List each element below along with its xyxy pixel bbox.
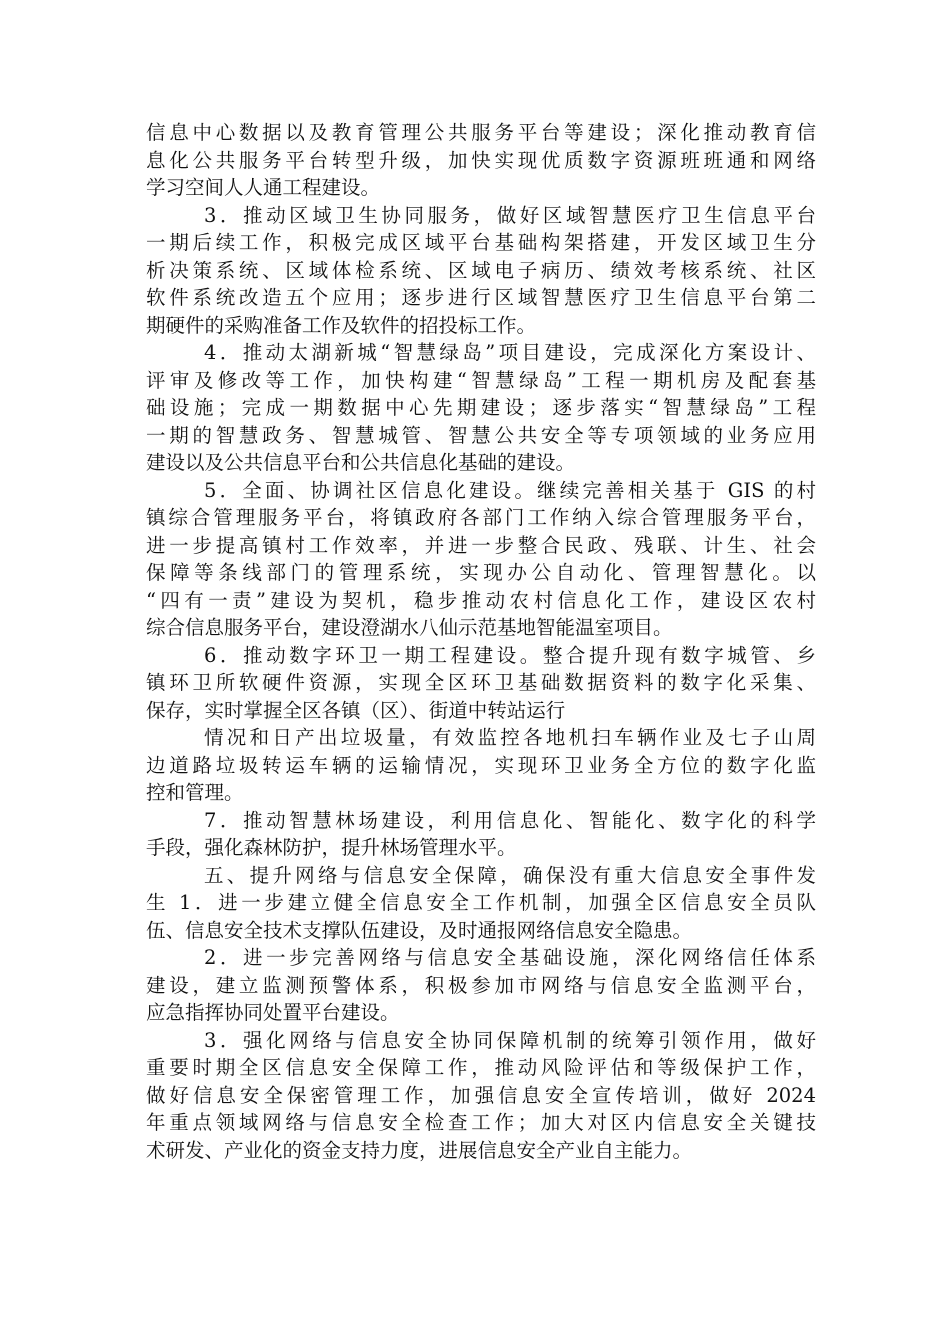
text-line: 情况和日产出垃圾量，有效监控各地机扫车辆作业及七子山周 [204, 726, 816, 749]
text-line: 五、提升网络与信息安全保障，确保没有重大信息安全事件发 [204, 863, 816, 887]
text-line: “四有一责”建设为契机，稳步推动农村信息化工作，建设区农村 [146, 588, 816, 612]
text-line: 伍、信息安全技术支撑队伍建设，及时通报网络信息安全隐患。 [146, 918, 693, 942]
text-line: 3．推动区域卫生协同服务，做好区域智慧医疗卫生信息平台 [204, 203, 816, 227]
text-line: 保存，实时掌握全区各镇（区）、街道中转站运行 [146, 698, 566, 722]
text-line: 进一步提高镇村工作效率，并进一步整合民政、残联、计生、社会 [146, 533, 816, 557]
text-line: 5．全面、协调社区信息化建设。继续完善相关基于 GIS 的村 [204, 478, 816, 502]
text-line: 做好信息安全保密管理工作，加强信息安全宣传培训，做好 2024 [146, 1083, 816, 1107]
text-line: 建设以及公共信息平台和公共信息化基础的建设。 [146, 451, 576, 474]
text-line: 4．推动太湖新城“智慧绿岛”项目建设，完成深化方案设计、 [204, 341, 816, 364]
paragraph-security-section [146, 862, 816, 945]
text-line: 控和管理。 [146, 781, 244, 804]
text-line: 析决策系统、区域体检系统、区域电子病历、绩效考核系统、社区 [146, 258, 816, 282]
text-line: 保障等条线部门的管理系统，实现办公自动化、管理智慧化。以 [146, 561, 816, 584]
text-line: 期硬件的采购准备工作及软件的招投标工作。 [146, 313, 537, 337]
text-line: 应急指挥协同处置平台建设。 [146, 1001, 400, 1024]
text-line: 术研发、产业化的资金支持力度，进展信息安全产业自主能力。 [146, 1138, 693, 1162]
text-line: 础设施；完成一期数据中心先期建设；逐步落实“智慧绿岛”工程 [146, 396, 816, 419]
text-line: 镇综合管理服务平台，将镇政府各部门工作纳入综合管理服务平台， [146, 506, 816, 529]
text-line: 重要时期全区信息安全保障工作，推动风险评估和等级保护工作， [146, 1056, 816, 1079]
text-line: 2．进一步完善网络与信息安全基础设施，深化网络信任体系 [204, 946, 816, 969]
text-line: 6．推动数字环卫一期工程建设。整合提升现有数字城管、乡 [204, 643, 816, 667]
paragraph-regional-health [146, 202, 816, 340]
text-line: 评审及修改等工作，加快构建“智慧绿岛”工程一期机房及配套基 [146, 368, 816, 392]
text-line: 综合信息服务平台，建设澄湖水八仙示范基地智能温室项目。 [146, 616, 673, 639]
text-line: 年重点领域网络与信息安全检查工作；加大对区内信息安全关键技 [146, 1111, 816, 1134]
text-line: 生 1．进一步建立健全信息安全工作机制，加强全区信息安全员队 [146, 891, 816, 914]
paragraph-digital-sanitation [146, 642, 816, 725]
text-line: 镇环卫所软硬件资源，实现全区环卫基础数据资料的数字化采集、 [146, 671, 816, 694]
text-line: 建设，建立监测预警体系，积极参加市网络与信息安全监测平台， [146, 973, 816, 997]
text-line: 息化公共服务平台转型升级，加快实现优质数字资源班班通和网络 [146, 148, 816, 172]
paragraph-community-informatization [146, 477, 816, 642]
paragraph-security-coordination [146, 1027, 816, 1165]
text-line: 一期的智慧政务、智慧城管、智慧公共安全等专项领域的业务应用 [146, 423, 816, 447]
text-line: 7．推动智慧林场建设，利用信息化、智能化、数字化的科学 [204, 808, 816, 832]
paragraph-security-infrastructure [146, 944, 816, 1027]
text-line: 信息中心数据以及教育管理公共服务平台等建设；深化推动教育信 [146, 121, 816, 144]
paragraph-education-platform [146, 119, 816, 202]
paragraph-sanitation-continued [146, 724, 816, 807]
text-line: 一期后续工作，积极完成区域平台基础构架搭建，开发区域卫生分 [146, 231, 816, 254]
paragraph-smart-forestry [146, 807, 816, 862]
paragraph-smart-green-island [146, 339, 816, 477]
document-page [146, 119, 816, 1164]
text-line: 手段，强化森林防护，提升林场管理水平。 [146, 836, 517, 859]
text-line: 软件系统改造五个应用；逐步进行区域智慧医疗卫生信息平台第二 [146, 286, 816, 309]
text-line: 学习空间人人通工程建设。 [146, 176, 381, 199]
text-line: 3．强化网络与信息安全协同保障机制的统筹引领作用，做好 [204, 1028, 816, 1052]
text-line: 边道路垃圾转运车辆的运输情况，实现环卫业务全方位的数字化监 [146, 753, 816, 777]
